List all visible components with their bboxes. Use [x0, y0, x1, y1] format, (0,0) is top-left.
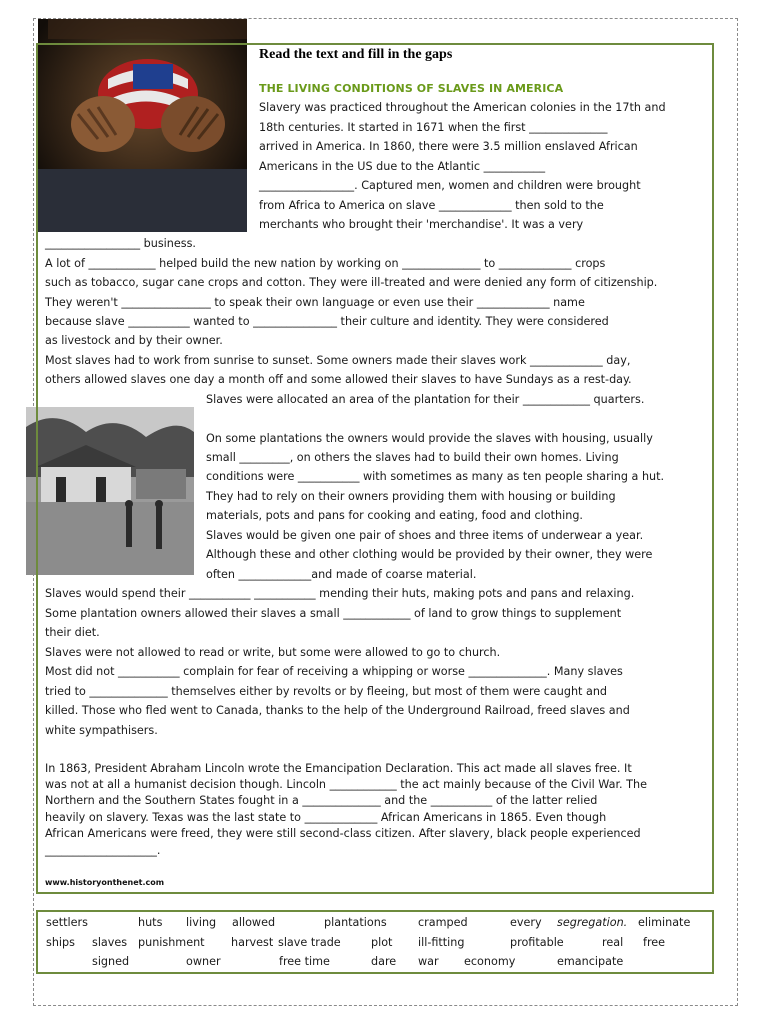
word-bank-item: eliminate: [638, 916, 691, 929]
passage-line: materials, pots and pans for cooking and eating, food and clothing.: [206, 509, 583, 522]
passage-line: ____________________.: [45, 844, 161, 857]
word-bank-item: profitable: [510, 936, 564, 949]
passage-line: because slave ___________ wanted to _______________ their culture and identity. They were considered: [45, 315, 609, 328]
passage-line: white sympathisers.: [45, 724, 158, 737]
passage-line: others allowed slaves one day a month off and some allowed their slaves to have Sundays as a rest-day.: [45, 373, 632, 386]
passage-line: was not at all a humanist decision though. Lincoln ____________ the act mainly because of the Civil War. The: [45, 778, 647, 791]
passage-line: Although these and other clothing would be provided by their owner, they were: [206, 548, 653, 561]
word-bank-item: signed: [92, 955, 130, 968]
passage-line: tried to ______________ themselves either by revolts or by fleeing, but most of them were caught and: [45, 685, 608, 698]
passage-line: Most did not ___________ complain for fear of receiving a whipping or worse ______________. Many slaves: [45, 665, 623, 678]
passage-line: arrived in America. In 1860, there were 3.5 million enslaved African: [259, 140, 638, 153]
word-bank-item: every: [510, 916, 542, 929]
word-bank-item: cramped: [418, 916, 468, 929]
word-bank-item: ships: [46, 936, 75, 949]
passage-line: Some plantation owners allowed their slaves a small ____________ of land to grow things to supplement: [45, 607, 622, 620]
passage-line: _________________. Captured men, women and children were brought: [259, 179, 641, 192]
passage-line: Slaves were allocated an area of the plantation for their ____________ quarters.: [206, 393, 645, 406]
word-bank-item: allowed: [232, 916, 276, 929]
passage-line: African Americans were freed, they were still second-class citizen. After slavery, black people experienced: [45, 827, 641, 840]
word-bank-item: harvest: [231, 936, 274, 949]
word-bank-item: owner: [186, 955, 221, 968]
word-bank-item: war: [418, 955, 439, 968]
passage-line: _________________ business.: [45, 237, 196, 250]
passage-line: A lot of ____________ helped build the new nation by working on ______________ to _____________ crops: [45, 257, 606, 270]
word-bank-item: real: [602, 936, 624, 949]
passage-line: They weren't ________________ to speak their own language or even use their _____________ name: [45, 296, 585, 309]
word-bank-item: ill-fitting: [418, 936, 465, 949]
instructions-heading: Read the text and fill in the gaps: [259, 47, 453, 62]
word-bank-item: plot: [371, 936, 393, 949]
word-bank-item: slave trade: [278, 936, 341, 949]
passage-line: Northern and the Southern States fought in a ______________ and the ___________ of the latter relied: [45, 794, 598, 807]
text-title: THE LIVING CONDITIONS OF SLAVES IN AMERICA: [259, 82, 564, 95]
passage-line: Slaves would be given one pair of shoes and three items of underwear a year.: [206, 529, 644, 542]
passage-line: Slaves were not allowed to read or write, but some were allowed to go to church.: [45, 646, 501, 659]
passage-line: from Africa to America on slave _____________ then sold to the: [259, 199, 604, 212]
passage-line: often _____________and made of coarse material.: [206, 568, 477, 581]
passage-line: merchants who brought their 'merchandise'. It was a very: [259, 218, 584, 231]
word-bank-item: free: [643, 936, 666, 949]
word-bank-item: slaves: [92, 936, 128, 949]
passage-line: their diet.: [45, 626, 100, 639]
passage-line: as livestock and by their owner.: [45, 334, 223, 347]
source-url: www.historyonthenet.com: [45, 878, 165, 887]
passage-line: heavily on slavery. Texas was the last state to _____________ African Americans in 1865. Even though: [45, 811, 607, 824]
word-bank-item: emancipate: [557, 955, 624, 968]
passage-line: such as tobacco, sugar cane crops and cotton. They were ill-treated and were denied any form of citizenship.: [45, 276, 658, 289]
word-bank-item: huts: [138, 916, 163, 929]
passage-line: Slaves would spend their ___________ ___________ mending their huts, making pots and pans and relaxing.: [45, 587, 635, 600]
word-bank-item: segregation.: [557, 916, 628, 929]
word-bank-item: punishment: [138, 936, 205, 949]
passage-line: In 1863, President Abraham Lincoln wrote the Emancipation Declaration. This act made all slaves free. It: [45, 762, 632, 775]
word-bank-item: living: [186, 916, 217, 929]
passage-line: killed. Those who fled went to Canada, thanks to the help of the Underground Railroad, freed slaves and: [45, 704, 630, 717]
word-bank-item: dare: [371, 955, 397, 968]
passage-line: They had to rely on their owners providing them with housing or building: [206, 490, 616, 503]
passage-line: Most slaves had to work from sunrise to sunset. Some owners made their slaves work _____________ day,: [45, 354, 631, 367]
passage-line: On some plantations the owners would provide the slaves with housing, usually: [206, 432, 653, 445]
word-bank-item: plantations: [324, 916, 387, 929]
passage-line: Slavery was practiced throughout the American colonies in the 17th and: [259, 101, 666, 114]
word-bank-item: economy: [464, 955, 516, 968]
passage-line: conditions were ___________ with sometimes as many as ten people sharing a hut.: [206, 470, 665, 483]
word-bank-item: free time: [279, 955, 330, 968]
passage-line: 18th centuries. It started in 1671 when the first ______________: [259, 121, 608, 134]
passage-line: small _________, on others the slaves had to build their own homes. Living: [206, 451, 619, 464]
word-bank-item: settlers: [46, 916, 88, 929]
passage-line: Americans in the US due to the Atlantic ___________: [259, 160, 546, 173]
